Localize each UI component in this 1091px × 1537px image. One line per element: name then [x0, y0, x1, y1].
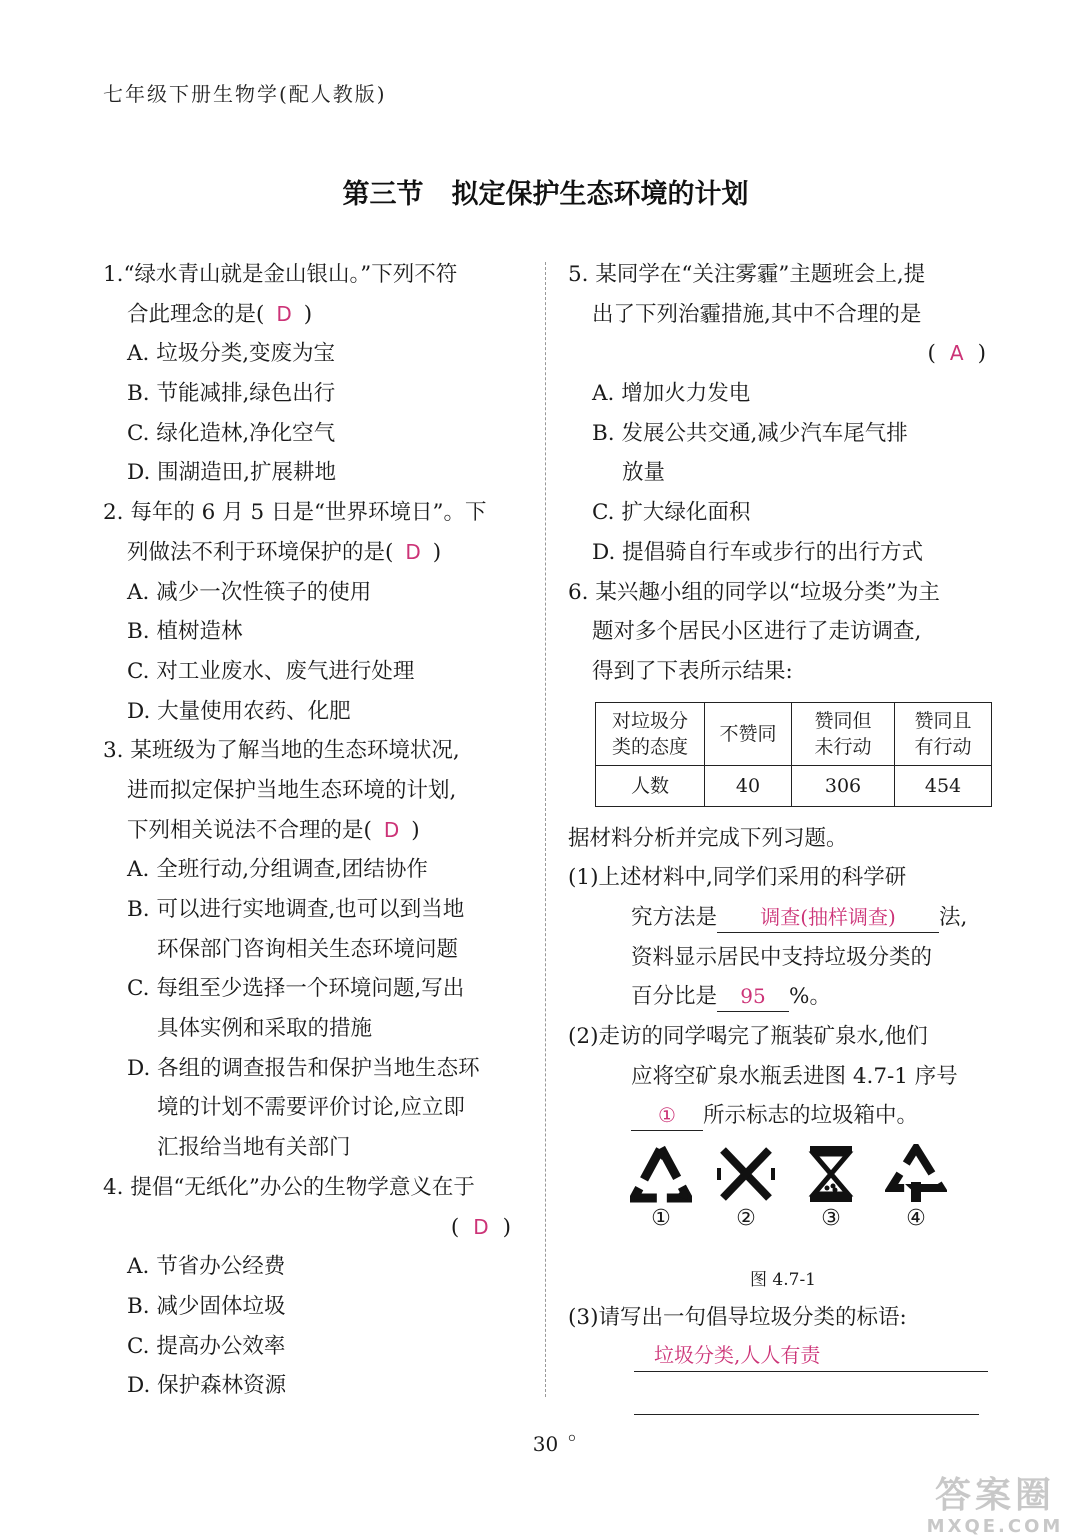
table-cell: 454 [895, 765, 992, 806]
figure-4-7-1 [568, 1144, 998, 1266]
question-stem: 1.“绿水青山就是金山银山。”下列不符 [103, 262, 458, 287]
table-header-cell: 对垃圾分 类的态度 [596, 702, 705, 765]
column-divider [545, 262, 546, 1397]
section-name: 拟定保护生态环境的计划 [451, 179, 749, 210]
option: D. 围湖造田,扩展耕地 [127, 460, 336, 486]
table-row [596, 765, 992, 806]
answer-mark: D [405, 539, 421, 564]
option: C. 绿化造林,净化空气 [127, 420, 336, 446]
option: C. 扩大绿化面积 [592, 500, 751, 526]
option: A. 节省办公经费 [127, 1254, 286, 1280]
option: D. 各组的调查报告和保护当地生态环 [127, 1055, 480, 1081]
left-column [103, 255, 523, 1406]
option: A. 垃圾分类,变废为宝 [127, 341, 336, 367]
question-stem: 题对多个居民小区进行了走访调查, [592, 619, 922, 645]
non-recyclable-icon: ② [711, 1144, 781, 1231]
table-cell: 306 [792, 765, 895, 806]
sub-question: 资料显示居民中支持垃圾分类的 [631, 944, 933, 970]
table-header-cell: 不赞同 [705, 702, 792, 765]
question-6 [568, 573, 998, 1445]
option: C. 每组至少选择一个环境问题,写出 [127, 976, 465, 1002]
sub-question: (1)上述材料中,同学们采用的科学研 [568, 865, 907, 891]
answer-line-2: 。 [568, 1372, 998, 1418]
question-stem: 合此理念的是( D ) [127, 301, 313, 327]
sub-question: (3)请写出一句倡导垃圾分类的标语: [568, 1305, 907, 1331]
other-waste-icon: ④ [881, 1144, 951, 1231]
sub-question: 百分比是 95 %。 [568, 977, 998, 1017]
option: B. 可以进行实地调查,也可以到当地 [127, 897, 465, 922]
question-stem: 进而拟定保护当地生态环境的计划, [127, 777, 457, 803]
page-number: 30 [532, 1432, 559, 1456]
option-continued: 具体实例和采取的措施 [157, 1016, 373, 1042]
answer-line [634, 1338, 988, 1372]
option-continued: 汇报给当地有关部门 [157, 1135, 351, 1161]
option: B. 植树造林 [127, 619, 243, 645]
answer-bracket: ( A ) [927, 341, 986, 367]
sub-question: ① 所示标志的垃圾箱中。 [568, 1096, 998, 1136]
question-stem: 5. 某同学在“关注雾霾”主题班会上,提 [568, 262, 926, 287]
book-header: 七年级下册生物学(配人教版) [103, 82, 387, 106]
table-header-cell: 赞同但 未行动 [792, 702, 895, 765]
option: A. 增加火力发电 [592, 381, 751, 407]
option: D. 保护森林资源 [127, 1373, 287, 1399]
question-4 [103, 1168, 523, 1406]
question-stem: 2. 每年的 6 月 5 日是“世界环境日”。下 [103, 500, 487, 526]
question-stem: 列做法不利于环境保护的是( D ) [127, 539, 442, 565]
answer-blank: 95 [717, 982, 789, 1012]
sub-question: (2)走访的同学喝完了瓶装矿泉水,他们 [568, 1024, 928, 1049]
table-cell: 40 [705, 765, 792, 806]
answer-blank: 调查(抽样调查) [717, 903, 939, 933]
option-continued: 放量 [622, 460, 666, 486]
question-stem: 得到了下表所示结果: [592, 658, 793, 684]
table-cell: 人数 [596, 765, 705, 806]
question-5 [568, 255, 998, 573]
option: C. 提高办公效率 [127, 1333, 286, 1359]
answer-bracket: ( D ) [450, 1214, 511, 1240]
answer-mark: D [473, 1214, 489, 1239]
instruction: 据材料分析并完成下列习题。 [568, 825, 848, 851]
question-1 [103, 255, 523, 493]
question-2 [103, 493, 523, 731]
option: D. 提倡骑自行车或步行的出行方式 [592, 539, 924, 565]
question-stem: 出了下列治霾措施,其中不合理的是 [592, 301, 922, 327]
option-continued: 境的计划不需要评价讨论,应立即 [157, 1095, 465, 1121]
question-stem: 4. 提倡“无纸化”办公的生物学意义在于 [103, 1174, 475, 1200]
table-row [596, 702, 992, 765]
question-3 [103, 731, 523, 1168]
recyclable-icon: ① [626, 1144, 696, 1231]
option: B. 减少固体垃圾 [127, 1293, 286, 1319]
question-stem: 下列相关说法不合理的是( D ) [127, 817, 420, 843]
option: B. 发展公共交通,减少汽车尾气排 [592, 420, 908, 446]
answer-mark: D [383, 817, 400, 842]
hazardous-icon: ③ [796, 1144, 866, 1231]
option: C. 对工业废水、废气进行处理 [127, 658, 415, 684]
question-stem: 6. 某兴趣小组的同学以“垃圾分类”为主 [568, 579, 940, 605]
section-number: 第三节 [342, 179, 424, 210]
survey-table [595, 702, 992, 807]
sub-question: 究方法是 调查(抽样调查) 法, [568, 898, 998, 938]
option: B. 节能减排,绿色出行 [127, 381, 336, 407]
option: A. 全班行动,分组调查,团结协作 [127, 857, 428, 883]
answer-mark: 垃圾分类,人人有责 [654, 1342, 821, 1367]
option-continued: 环保部门咨询相关生态环境问题 [157, 936, 459, 962]
answer-mark: A [949, 341, 964, 366]
option: A. 减少一次性筷子的使用 [127, 579, 372, 605]
question-stem: 3. 某班级为了解当地的生态环境状况, [103, 738, 460, 764]
option: D. 大量使用农药、化肥 [127, 698, 351, 724]
sub-question: 应将空矿泉水瓶丢进图 4.7-1 序号 [631, 1063, 958, 1089]
table-header-cell: 赞同且 有行动 [895, 702, 992, 765]
figure-caption: 图 4.7-1 [750, 1270, 816, 1291]
answer-mark: D [276, 301, 292, 326]
section-title [0, 172, 1091, 211]
right-column [568, 255, 998, 1445]
watermark-logo: 答案圈 MXQE.COM [926, 1475, 1064, 1537]
answer-blank: ① [631, 1101, 703, 1131]
